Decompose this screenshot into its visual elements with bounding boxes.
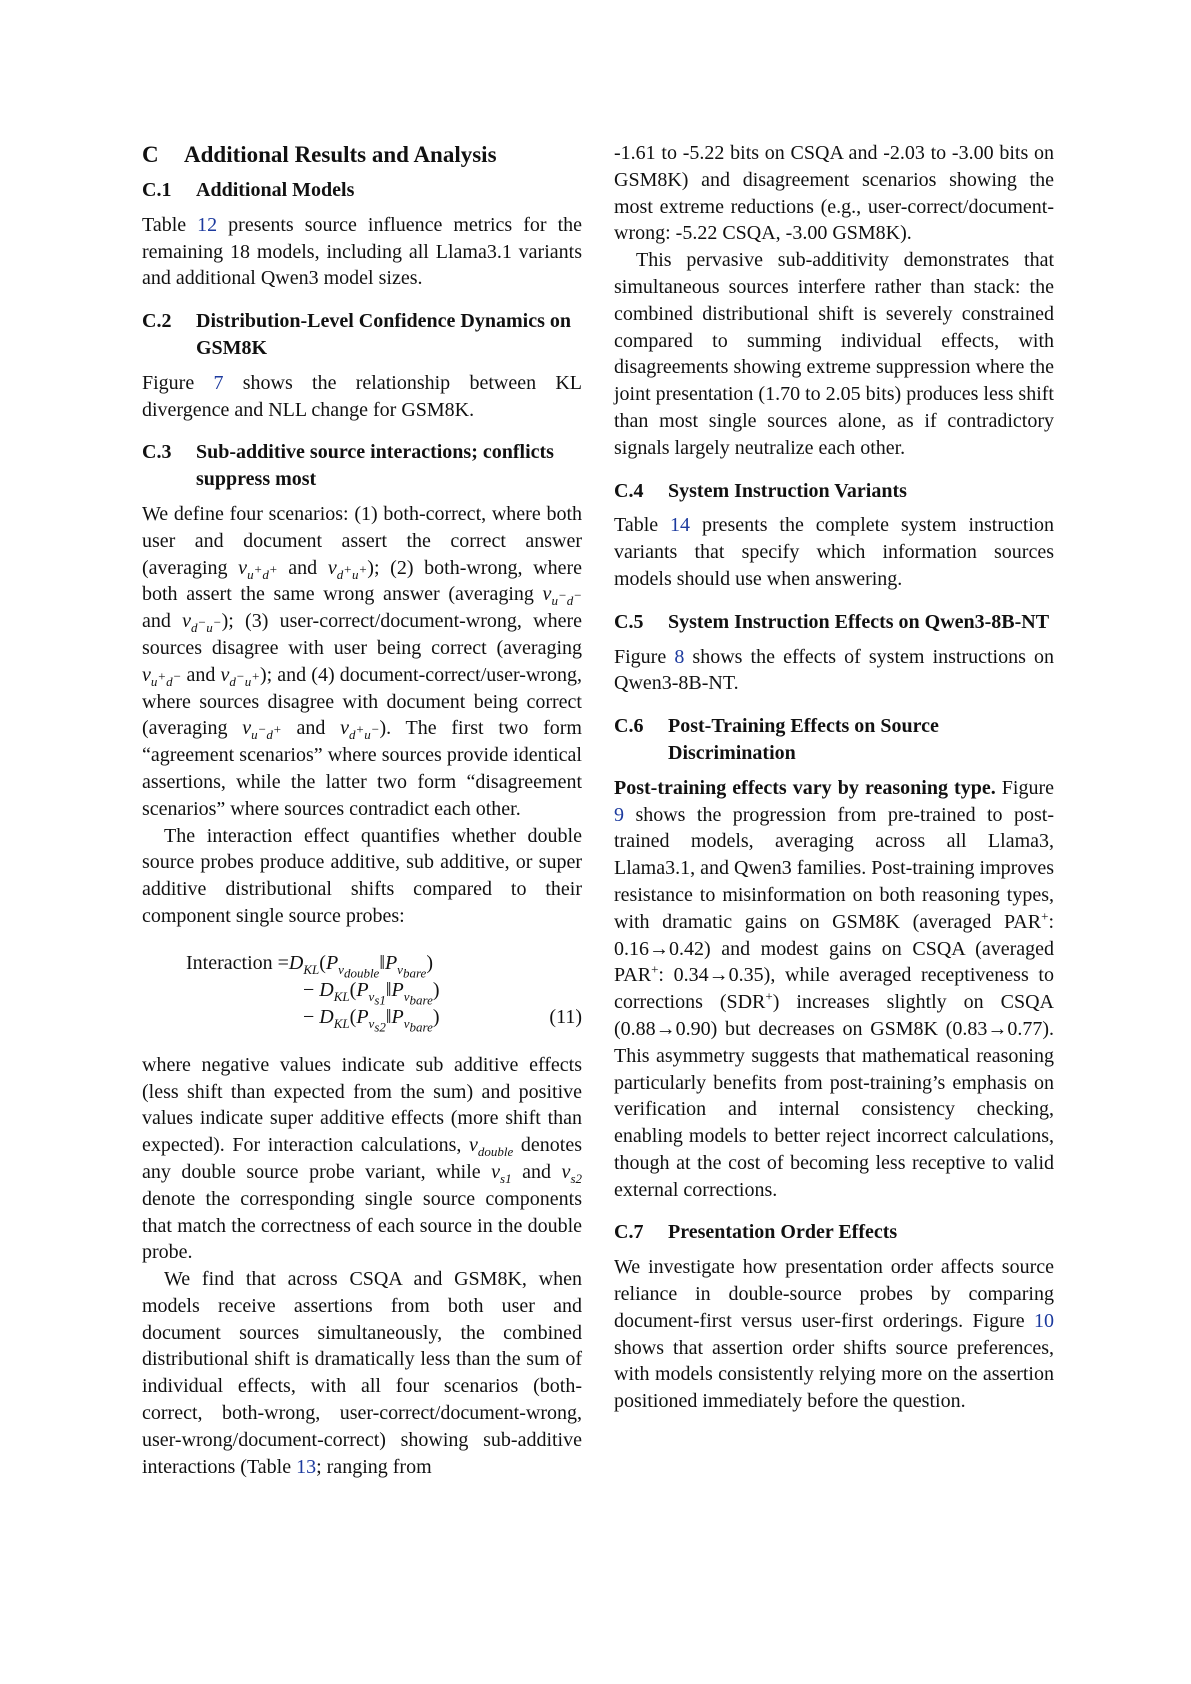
section-c7-heading: C.7 Presentation Order Effects — [614, 1221, 898, 1244]
figure-7-link[interactable]: 7 — [213, 371, 224, 394]
figure-9-link[interactable]: 9 — [614, 803, 624, 826]
right-column — [614, 140, 1054, 1415]
interaction-paragraph: The interaction effect quantifies whether double source probes produce additive, sub additive, or super additive distributional shifts compared to their component single source probes: — [142, 824, 582, 927]
interaction-explanation-paragraph: where negative values indicate sub additive effects (less shift than expected from the sum) and positive values indicate super additive effects (more shift than expected). For interaction calculations, $v_{double}$ denotes any double source probe variant, while $v_{s1}$ and $v_{s2}$ denote the corresponding single source components that match the correctness of each source in the double probe. — [142, 1053, 583, 1264]
section-c4-paragraph: Table 14 presents the complete system instruction variants that specify which information sources models should use when answering. — [614, 514, 1054, 590]
findings-paragraph-part1: We find that across CSQA and GSM8K, when models receive assertions from both user and document sources simultaneously, the combined distributional shift is dramatically less than the sum of individual effects, with all four scenarios (both-correct, both-wrong, user-correct/document-wrong, user-wrong/document-correct) showing sub-additive interactions (Table 13; ranging from — [142, 1268, 582, 1478]
scenarios-paragraph: We define four scenarios: (1) both-correct, where both user and document assert the correct answer (averaging $v_{u^+d^+}$ and $v_{d^+u^+}$); (2) both-wrong, where both assert the same wrong answer (averaging $v_{u^-d^-}$ and $v_{d^-u^-}$); (3) user-correct/document-wrong, where sources disagree with user being correct (averaging $v_{u^+d^-}$ and $v_{d^-u^+}$); and (4) document-correct/user-wrong, where sources disagree with document being correct (averaging $v_{u^-d^+}$ and $v_{d^+u^-}$). The first two form “agreement scenarios” where sources provide identical assertions, while the latter two form “disagreement scenarios” where sources contradict each other. — [142, 502, 582, 820]
figure-8-link[interactable]: 8 — [674, 645, 685, 668]
table-12-link[interactable]: 12 — [197, 213, 218, 236]
appendix-heading: C Additional Results and Analysis — [142, 142, 497, 167]
section-c6-heading: C.6 Post-Training Effects on Source Discrimination — [614, 715, 939, 764]
equation-number: (11) — [549, 1005, 582, 1028]
section-c1-heading: C.1 Additional Models — [142, 179, 355, 201]
section-c7-paragraph: We investigate how presentation order affects source reliance in double-source probes by comparing document-first versus user-first orderings. Figure 10 shows that assertion order shifts source preferences, with models consistently relying more on the assertion positioned immediately before the question. — [614, 1256, 1054, 1413]
section-c4-heading: C.4 System Instruction Variants — [614, 479, 907, 502]
section-c5-paragraph: Figure 8 shows the effects of system instructions on Qwen3-8B-NT. — [614, 645, 1054, 695]
table-13-link[interactable]: 13 — [296, 1455, 317, 1478]
interaction-equation: Interaction $=D_{KL}(P_{v_{double}}‖P_{v_{bare}})$ − $D_{KL}(P_{v_{s1}}‖P_{v_{bare}})$ − $D_{KL}(P_{v_{s2}}‖P_{v_{bare}})$ (11) — [186, 951, 582, 1035]
figure-10-link[interactable]: 10 — [1034, 1309, 1054, 1332]
section-c3-heading: C.3 Sub-additive source interactions; conflicts suppress most — [142, 441, 554, 491]
runin-heading: Post-training effects vary by reasoning type. — [614, 776, 996, 799]
section-c1-paragraph: Table 12 presents source influence metrics for the remaining 18 models, including all Llama3.1 variants and additional Qwen3 model sizes. — [142, 213, 582, 290]
section-c5-heading: C.5 System Instruction Effects on Qwen3-8B-NT — [614, 610, 1050, 633]
section-c2-paragraph: Figure 7 shows the relationship between KL divergence and NLL change for GSM8K. — [142, 371, 582, 421]
findings-paragraph-continued — [614, 140, 1054, 247]
section-c2-heading: C.2 Distribution-Level Confidence Dynamics on GSM8K — [142, 310, 571, 359]
findings-continuation-text: -1.61 to -5.22 bits on CSQA and -2.03 to -3.00 bits on GSM8K) and disagreement scenarios showing the most extreme reductions (e.g., user-correct/document-wrong: -5.22 CSQA, -3.00 GSM8K). — [614, 142, 1054, 245]
subadditivity-paragraph: This pervasive sub-additivity demonstrates that simultaneous sources interfere rather than stack: the combined distributional shift is severely constrained compared to summing individual effects, with disagreements showing extreme suppression where the joint presentation (1.70 to 2.05 bits) produces less shift than most single sources alone, as if contradictory signals largely neutralize each other. — [614, 249, 1054, 459]
table-14-link[interactable]: 14 — [670, 514, 691, 537]
section-c6-paragraph: Post-training effects vary by reasoning type. Figure 9 shows the progression from pre-trained to post-trained models, averaging across all Llama3, Llama3.1, and Qwen3 families. Post-training improves resistance to misinformation on both reasoning types, with dramatic gains on GSM8K (averaged PAR+: 0.16→0.42) and modest gains on CSQA (averaged PAR+: 0.34→0.35), while averaged receptiveness to corrections (SDR+) increases slightly on CSQA (0.88→0.90) but decreases on GSM8K (0.83→0.77). This asymmetry suggests that mathematical reasoning particularly benefits from post-training’s emphasis on verification and internal consistency checking, enabling models to better reject incorrect calculations, though at the cost of becoming less receptive to valid external corrections. — [614, 776, 1055, 1201]
left-column — [142, 140, 582, 1480]
